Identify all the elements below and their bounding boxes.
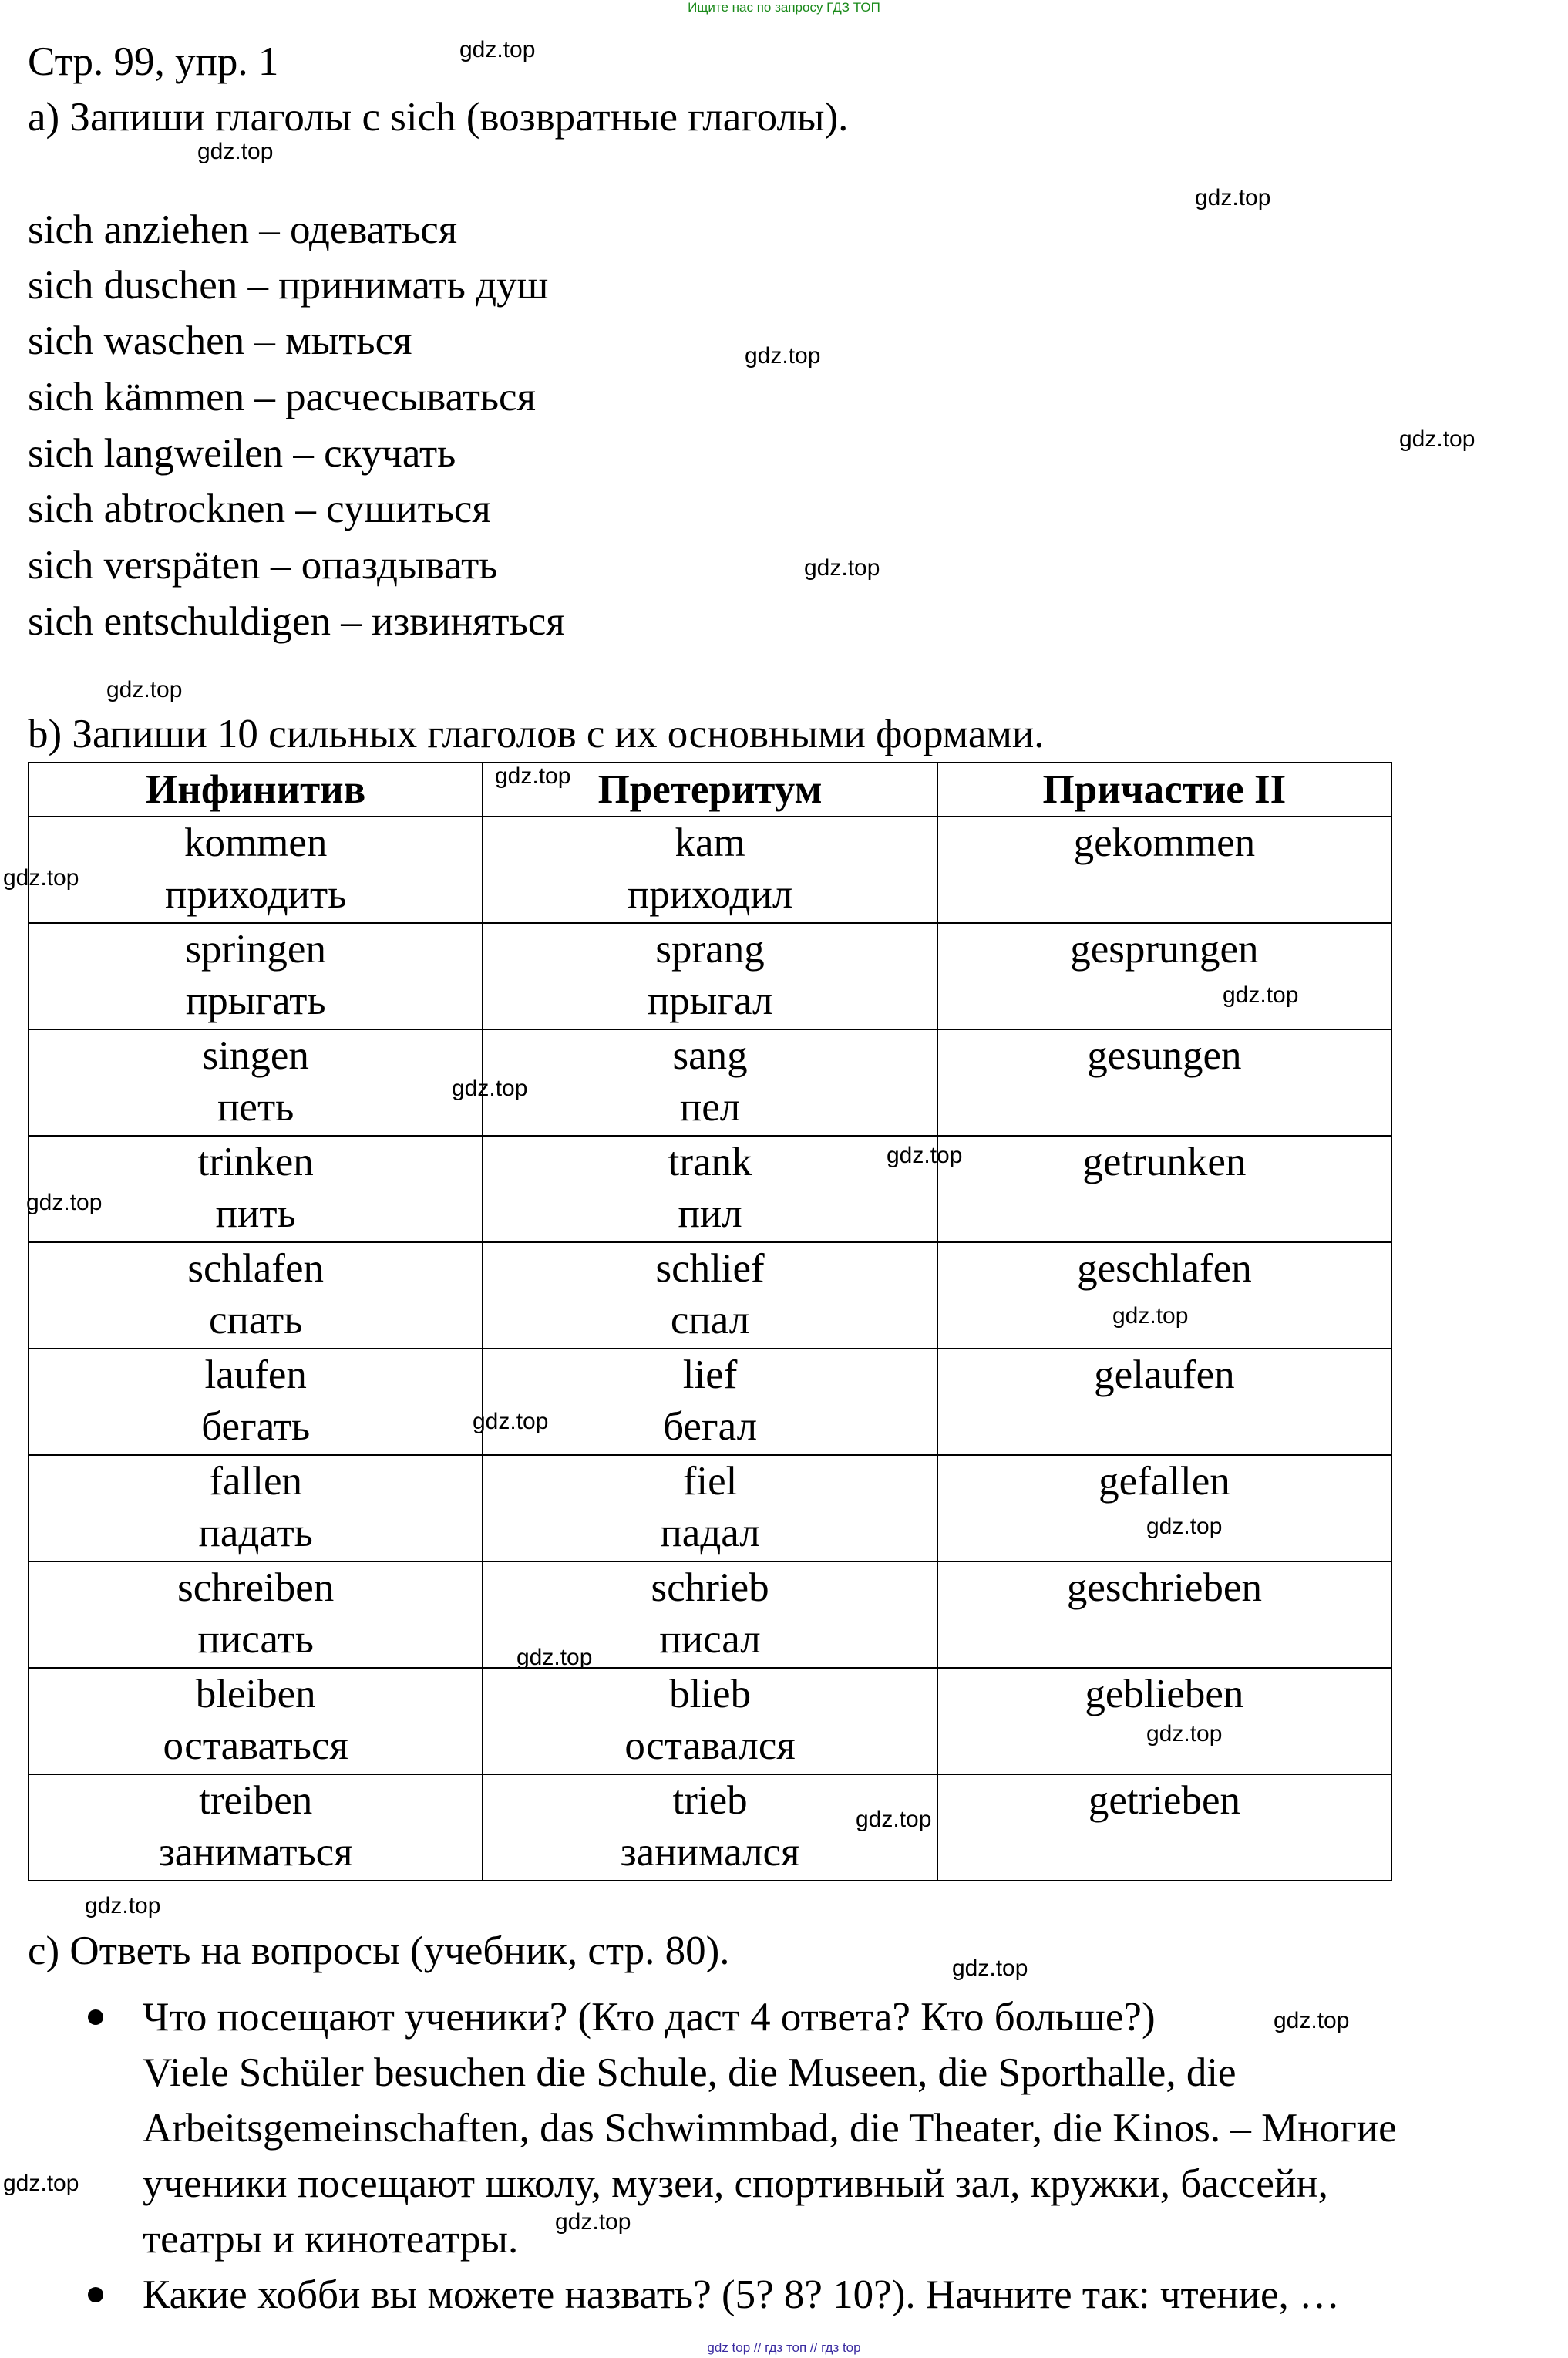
infinitive-cell-text: спать	[209, 1298, 303, 1342]
watermark: gdz.top	[1112, 1303, 1189, 1329]
column-header: Причастие II	[937, 763, 1391, 817]
infinitive-cell	[29, 1136, 483, 1242]
preterite-cell-text: писал	[659, 1617, 761, 1662]
infinitive-cell-text: писать	[197, 1617, 314, 1662]
participle-cell	[937, 817, 1391, 923]
table-row	[29, 923, 1391, 1029]
column-header: Претеритум	[483, 763, 937, 817]
verb-item: sich anziehen – одеваться	[28, 207, 458, 252]
infinitive-cell-text: заниматься	[158, 1830, 353, 1875]
participle-cell	[937, 1242, 1391, 1349]
watermark: gdz.top	[1146, 1721, 1223, 1747]
preterite-cell	[483, 1136, 937, 1242]
verb-item: sich kämmen – расчесываться	[28, 375, 536, 419]
table-row	[29, 1242, 1391, 1349]
task-b-title: b) Запиши 10 сильных глаголов с их основными формами.	[28, 712, 1045, 756]
participle-cell-text: getrunken	[1082, 1140, 1247, 1184]
preterite-cell	[483, 923, 937, 1029]
infinitive-cell-text: оставаться	[163, 1723, 348, 1768]
verb-item: sich verspäten – опаздывать	[28, 543, 498, 588]
preterite-cell-text: schrieb	[651, 1565, 769, 1610]
bullet-dot	[88, 2009, 103, 2025]
preterite-cell-text: пел	[679, 1085, 741, 1130]
participle-cell-text: getrieben	[1088, 1778, 1240, 1823]
infinitive-cell-text: бегать	[201, 1404, 311, 1449]
verb-item: sich abtrocknen – сушиться	[28, 487, 491, 531]
infinitive-cell-text: treiben	[199, 1778, 313, 1823]
column-header: Инфинитив	[29, 763, 483, 817]
participle-cell	[937, 1561, 1391, 1668]
participle-cell-text: gefallen	[1099, 1459, 1230, 1504]
preterite-cell	[483, 1668, 937, 1774]
infinitive-cell	[29, 1455, 483, 1561]
infinitive-cell-text: schlafen	[187, 1246, 324, 1291]
preterite-cell-text: kam	[675, 820, 745, 865]
bullet-line: Viele Schüler besuchen die Schule, die Museen, die Sporthalle, die	[143, 2050, 1237, 2095]
bottom-banner: gdz top // гдз топ // гдз top	[707, 2340, 861, 2355]
watermark: gdz.top	[1399, 426, 1475, 452]
participle-cell-text: gesprungen	[1070, 927, 1259, 972]
infinitive-cell-text: bleiben	[195, 1672, 316, 1716]
verb-item: sich waschen – мыться	[28, 318, 412, 363]
watermark: gdz.top	[3, 865, 79, 891]
infinitive-cell	[29, 1242, 483, 1349]
preterite-cell-text: пил	[678, 1191, 742, 1236]
bullet-dot	[88, 2287, 103, 2302]
table-header-row	[29, 763, 1391, 817]
preterite-cell	[483, 1242, 937, 1349]
infinitive-cell-text: пить	[215, 1191, 296, 1236]
participle-cell-text: geschlafen	[1077, 1246, 1252, 1291]
watermark: gdz.top	[495, 763, 571, 789]
infinitive-cell-text: springen	[185, 927, 326, 972]
infinitive-cell-text: schreiben	[177, 1565, 335, 1610]
infinitive-cell	[29, 1029, 483, 1136]
preterite-cell-text: sang	[672, 1033, 748, 1078]
watermark: gdz.top	[106, 677, 183, 702]
bullet-line: Какие хобби вы можете назвать? (5? 8? 10?). Начните так: чтение, …	[143, 2272, 1340, 2317]
participle-cell-text: gesungen	[1087, 1033, 1242, 1078]
preterite-cell-text: blieb	[669, 1672, 752, 1716]
watermark: gdz.top	[555, 2209, 631, 2235]
verb-item: sich entschuldigen – извиняться	[28, 599, 565, 644]
participle-cell-text: gelaufen	[1094, 1352, 1235, 1397]
table-row	[29, 1774, 1391, 1881]
preterite-cell	[483, 817, 937, 923]
infinitive-cell-text: прыгать	[185, 979, 326, 1023]
preterite-cell	[483, 1029, 937, 1136]
preterite-cell-text: оставался	[624, 1723, 796, 1768]
table-row	[29, 1349, 1391, 1455]
watermark: gdz.top	[459, 37, 536, 62]
bullet-line: Arbeitsgemeinschaften, das Schwimmbad, die Theater, die Kinos. – Многие	[143, 2106, 1397, 2151]
bullet-item	[143, 2267, 1553, 2323]
participle-cell	[937, 923, 1391, 1029]
watermark: gdz.top	[887, 1143, 963, 1168]
participle-cell-text: geschrieben	[1066, 1565, 1262, 1610]
participle-cell	[937, 1136, 1391, 1242]
preterite-cell-text: занимался	[620, 1830, 800, 1875]
watermark: gdz.top	[452, 1076, 528, 1101]
watermark: gdz.top	[85, 1893, 161, 1918]
watermark: gdz.top	[1274, 2008, 1350, 2033]
verb-item: sich langweilen – скучать	[28, 431, 456, 476]
preterite-cell-text: бегал	[663, 1404, 758, 1449]
participle-cell	[937, 1455, 1391, 1561]
table-row	[29, 1136, 1391, 1242]
participle-cell-text: gekommen	[1073, 820, 1256, 865]
infinitive-cell	[29, 817, 483, 923]
infinitive-cell	[29, 1561, 483, 1668]
watermark: gdz.top	[473, 1409, 549, 1434]
watermark: gdz.top	[1195, 185, 1271, 211]
table-row	[29, 817, 1391, 923]
table-row	[29, 1029, 1391, 1136]
bullet-line: ученики посещают школу, музеи, спортивный зал, кружки, бассейн,	[143, 2161, 1328, 2206]
infinitive-cell	[29, 1668, 483, 1774]
watermark: gdz.top	[3, 2171, 79, 2196]
task-c-title: c) Ответь на вопросы (учебник, стр. 80).	[28, 1929, 730, 1973]
preterite-cell-text: спал	[670, 1298, 750, 1342]
infinitive-cell	[29, 923, 483, 1029]
preterite-cell-text: trank	[668, 1140, 752, 1184]
top-banner: Ищите нас по запросу ГДЗ ТОП	[688, 0, 880, 15]
infinitive-cell-text: приходить	[165, 872, 347, 917]
bullet-line: театры и кинотеатры.	[143, 2217, 519, 2262]
participle-cell	[937, 1349, 1391, 1455]
bullet-line: Что посещают ученики? (Кто даст 4 ответа? Кто больше?)	[143, 1995, 1156, 2040]
preterite-cell-text: падал	[660, 1511, 760, 1555]
infinitive-cell-text: fallen	[209, 1459, 303, 1504]
preterite-cell-text: прыгал	[647, 979, 773, 1023]
watermark: gdz.top	[516, 1645, 593, 1670]
preterite-cell	[483, 1455, 937, 1561]
infinitive-cell-text: петь	[217, 1085, 294, 1130]
watermark: gdz.top	[804, 555, 880, 581]
verb-item: sich duschen – принимать душ	[28, 263, 549, 308]
watermark: gdz.top	[856, 1807, 932, 1832]
task-a-title: a) Запиши глаголы с sich (возвратные глаголы).	[28, 95, 849, 140]
preterite-cell-text: приходил	[627, 872, 793, 917]
watermark: gdz.top	[952, 1955, 1028, 1981]
page-header: Стр. 99, упр. 1	[28, 39, 279, 84]
preterite-cell-text: schlief	[655, 1246, 765, 1291]
preterite-cell-text: sprang	[655, 927, 765, 972]
infinitive-cell-text: singen	[202, 1033, 309, 1078]
infinitive-cell	[29, 1349, 483, 1455]
watermark: gdz.top	[197, 139, 274, 164]
infinitive-cell-text: laufen	[204, 1352, 307, 1397]
preterite-cell-text: lief	[682, 1352, 738, 1397]
participle-cell	[937, 1774, 1391, 1881]
infinitive-cell-text: trinken	[197, 1140, 314, 1184]
infinitive-cell-text: падать	[198, 1511, 313, 1555]
infinitive-cell	[29, 1774, 483, 1881]
table-row	[29, 1561, 1391, 1668]
participle-cell-text: geblieben	[1085, 1672, 1244, 1716]
preterite-cell-text: trieb	[672, 1778, 748, 1823]
table-row	[29, 1455, 1391, 1561]
infinitive-cell-text: kommen	[183, 820, 328, 865]
watermark: gdz.top	[1223, 982, 1299, 1008]
preterite-cell-text: fiel	[682, 1459, 738, 1504]
participle-cell	[937, 1029, 1391, 1136]
watermark: gdz.top	[1146, 1514, 1223, 1539]
watermark: gdz.top	[745, 343, 821, 369]
watermark: gdz.top	[26, 1190, 103, 1215]
preterite-cell	[483, 1349, 937, 1455]
